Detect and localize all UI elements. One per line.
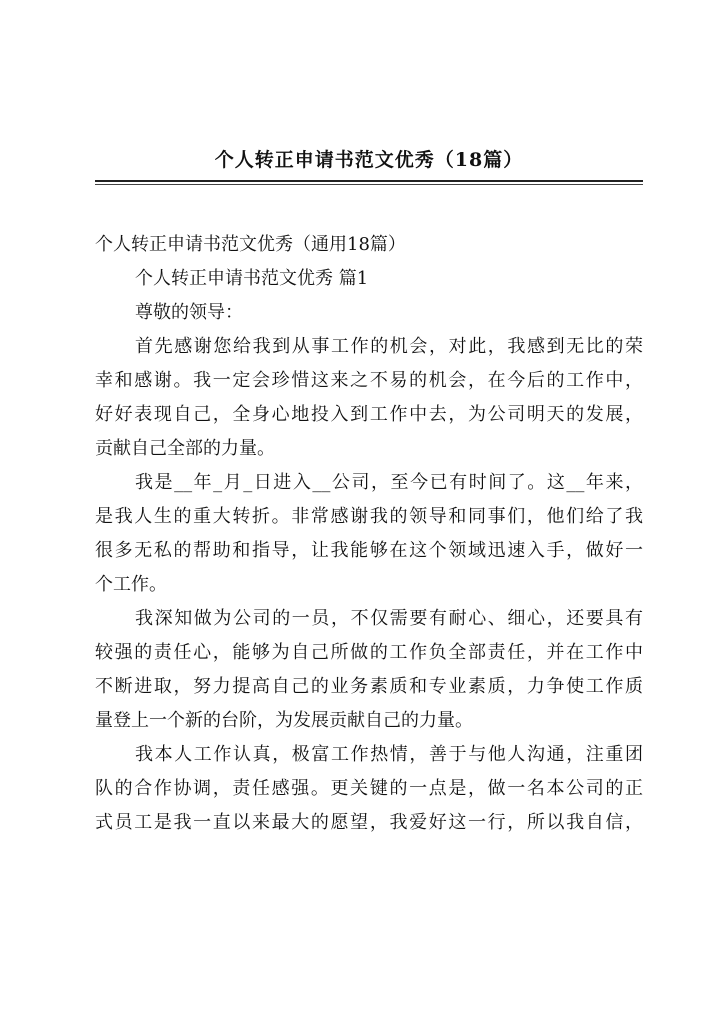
text-line: 量登上一个新的台阶，为发展贡献自己的力量。 [95,710,473,731]
text-line: 队的合作协调，责任感强。更关键的一点是，做一名本公司的正 [95,778,643,799]
text-line: 是我人生的重大转折。非常感谢我的领导和同事们，他们给了我 [95,506,643,527]
text-line: 我深知做为公司的一员，不仅需要有耐心、细心，还要具有 [135,608,643,629]
text-line: 幸和感谢。我一定会珍惜这来之不易的机会，在今后的工作中， [95,370,643,391]
text-line: 好好表现自己，全身心地投入到工作中去，为公司明天的发展， [95,404,643,425]
text-line: 不断进取，努力提高自己的业务素质和专业素质，力争使工作质 [95,676,643,697]
salutation: 尊敬的领导： [135,302,243,323]
section-heading: 个人转正申请书范文优秀 篇1 [135,268,369,289]
text-line: 较强的责任心，能够为自己所做的工作负全部责任，并在工作中 [95,642,643,663]
title-divider-thick [95,180,643,182]
paragraph-3 [95,602,643,738]
document-subtitle: 个人转正申请书范文优秀（通用18篇） [95,234,406,255]
paragraph-1 [95,330,643,466]
paragraph-4 [95,738,643,840]
text-line: 我本人工作认真，极富工作热情，善于与他人沟通，注重团 [135,744,643,765]
text-line: 式员工是我一直以来最大的愿望，我爱好这一行，所以我自信， [95,812,643,833]
text-line: 很多无私的帮助和指导，让我能够在这个领域迅速入手，做好一 [95,540,643,561]
paragraph-2 [95,466,643,602]
document-body [95,228,643,840]
text-line: 首先感谢您给我到从事工作的机会，对此，我感到无比的荣 [135,336,643,357]
text-line: 我是__年_月_日进入__公司，至今已有时间了。这__年来， [135,472,643,493]
document-title: 个人转正申请书范文优秀（18篇） [214,149,524,171]
text-line: 个工作。 [95,574,167,595]
title-divider-thin [95,184,643,185]
text-line: 贡献自己全部的力量。 [95,438,275,459]
